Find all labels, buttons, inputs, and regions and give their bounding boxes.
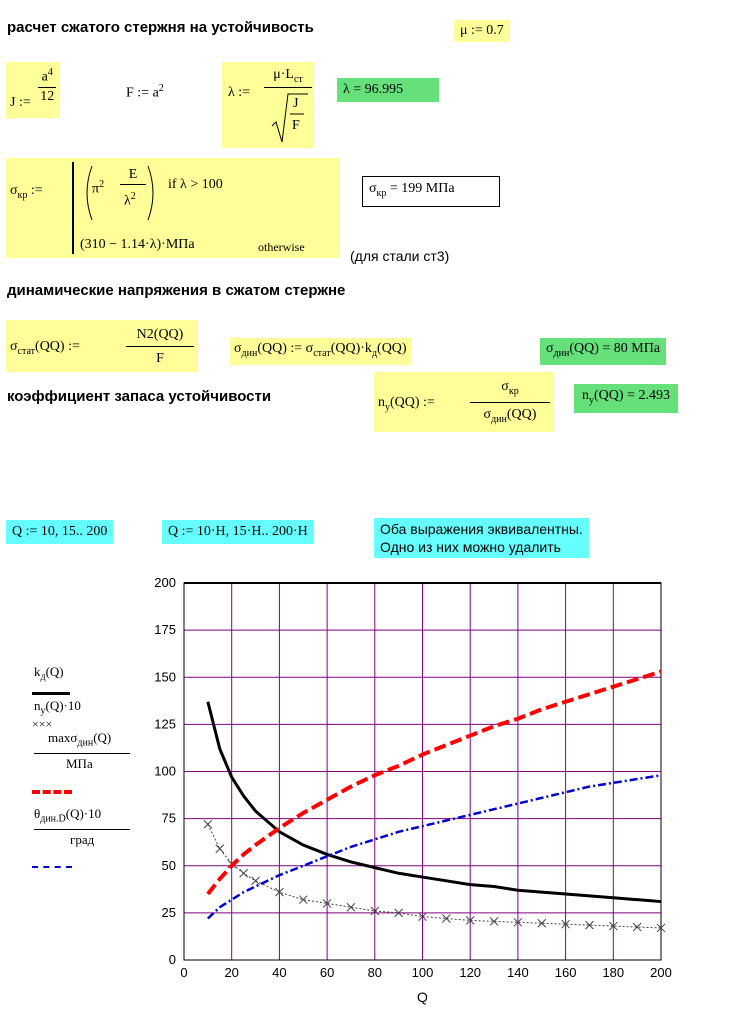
series-ny-point: [216, 845, 224, 853]
lambda-definition[interactable]: λ := $\mu\cdot L_{ст}$ J F: [222, 62, 314, 148]
j-definition[interactable]: [6, 62, 60, 118]
f-definition[interactable]: F := $a^2$: [126, 83, 164, 101]
y-tick-label: 175: [154, 622, 176, 638]
x-tick-label: 0: [180, 965, 188, 980]
legend-ny-label: $n_y(Q)\cdot 10$: [34, 698, 81, 717]
legend-theta-den: град: [70, 832, 95, 847]
x-tick-label: 120: [459, 965, 482, 980]
heading-stability-calc: расчет сжатого стержня на устойчивость: [7, 19, 314, 36]
y-tick-label: 75: [161, 810, 176, 826]
x-tick-label: 140: [507, 965, 529, 980]
legend-theta-num: $\theta_{дин.D}(Q)\cdot 10$: [34, 806, 102, 825]
series-ny-point: [252, 877, 260, 885]
x-tick-label: 180: [602, 965, 625, 980]
y-tick-label: 0: [168, 952, 176, 967]
y-tick-label: 100: [154, 763, 176, 779]
q-range-unitless[interactable]: Q := 10, 15.. 200: [6, 520, 113, 544]
mu-definition[interactable]: μ := 0.7: [454, 20, 510, 42]
sqrt-symbol: [270, 92, 310, 146]
x-axis-label: Q: [417, 989, 428, 1005]
x-tick-label: 160: [554, 965, 577, 980]
heading-safety-factor: коэффициент запаса устойчивости: [7, 388, 272, 405]
x-tick-label: 200: [650, 965, 672, 980]
equivalence-note: Оба выражения эквивалентны. Одно из них можно удалить: [374, 518, 589, 558]
j-fraction: $\frac{a^4}{12}$: [40, 67, 55, 104]
x-tick-label: 40: [272, 965, 287, 980]
sigma-din-result: $\sigma_{дин}(QQ) = 80$ МПа: [540, 338, 666, 365]
y-tick-label: 50: [161, 857, 176, 873]
y-tick-label: 25: [161, 904, 176, 920]
q-range-newtons[interactable]: Q := 10·Н, 15·Н.. 200·Н: [162, 520, 314, 544]
x-tick-label: 80: [367, 965, 383, 980]
y-tick-label: 150: [154, 669, 176, 685]
j-lhs: J :=: [10, 95, 31, 111]
x-tick-label: 100: [411, 965, 434, 980]
sigma-stat-definition[interactable]: $\sigma_{стат}(QQ)$ := N2(QQ) F: [6, 320, 198, 372]
legend-ny-marks: ×××: [32, 717, 53, 731]
legend-sigma-den: МПа: [66, 756, 93, 771]
ny-result: $n_y(QQ) = 2.493$: [574, 384, 678, 413]
legend-kd-label: $k_д(Q)$: [34, 664, 64, 683]
heading-dynamic-stress: динамические напряжения в сжатом стержне: [7, 282, 346, 299]
ny-definition[interactable]: $n_y(QQ)$ := $\sigma_{кр}$ $\sigma_{дин}(QQ)$: [374, 372, 554, 432]
piecewise-bracket: [72, 162, 80, 254]
y-tick-label: 125: [154, 716, 176, 732]
series-ny-point: [240, 869, 248, 877]
legend-sigma-num: maxσ$_{дин}$(Q): [48, 730, 112, 749]
sigma-kr-definition[interactable]: $\sigma_{кр}$ := $\pi^2$ E $\lambda^2$ if λ > 100 (310 − 1.14·λ)·МПа otherwise: [6, 158, 340, 258]
series-sigma-din-line: [208, 672, 661, 894]
series-kd-line: [208, 702, 661, 902]
lambda-result: λ = 96.995: [337, 78, 439, 102]
series-ny-point: [204, 820, 212, 828]
sigma-din-definition[interactable]: $\sigma_{дин}(QQ)$ := $\sigma_{стат}(QQ)\cdot k_д(QQ)$: [230, 338, 411, 365]
sigma-kr-result: $\sigma_{кр} = 199$ МПа: [362, 176, 500, 207]
y-tick-label: 200: [154, 575, 176, 590]
chart-plot: [0, 570, 736, 1020]
x-tick-label: 60: [319, 965, 335, 980]
x-tick-label: 20: [224, 965, 239, 980]
steel-note: (для стали ст3): [350, 248, 450, 264]
